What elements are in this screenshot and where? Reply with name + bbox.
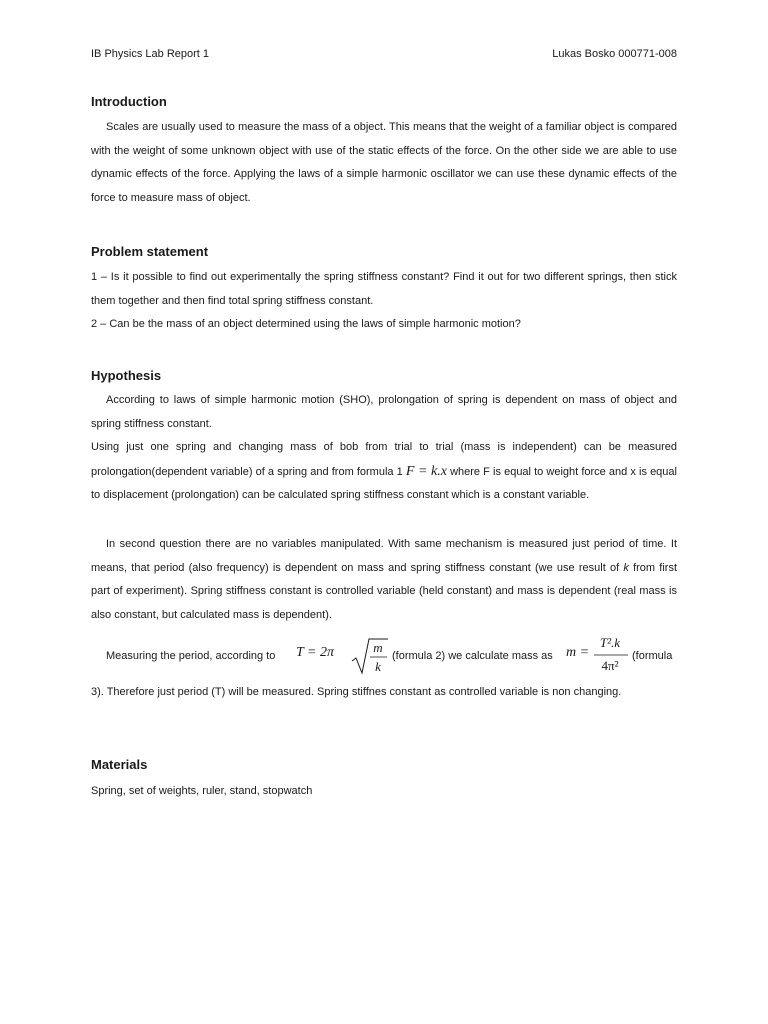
hypothesis-paragraph-3 <box>91 533 677 627</box>
formula-3-fraction-bar <box>594 654 628 657</box>
period-lead-text: Measuring the period, according to <box>106 650 276 662</box>
formula-1: F = k.x <box>405 463 447 479</box>
hypothesis-paragraph-1: According to laws of simple harmonic motion (SHO), prolongation of spring is dependent on mass of object and spring stiffness constant. <box>91 394 677 430</box>
formula-2-lhs: T = 2π <box>296 645 334 660</box>
materials-list: Spring, set of weights, ruler, stand, stopwatch <box>91 785 313 797</box>
introduction-paragraph: Scales are usually used to measure the mass of a object. This means that the weight of a familiar object is compared with the weight of some unknown object with use of the static effects of the force. On the other side we are able to use dynamic effects of the force. Applying the laws of a simple harmonic oscillator we can use these dynamic effects of the force to measure mass of object. <box>91 121 677 204</box>
k-variable: k <box>623 561 629 574</box>
formula-3-numerator: T².k <box>599 635 621 650</box>
problem-heading: Problem statement <box>91 244 209 259</box>
hypothesis-paragraph-5: 3). Therefore just period (T) will be measured. Spring stiffnes constant as controlled variable is non changing. <box>91 686 622 698</box>
formula-2-numerator: m <box>373 640 383 655</box>
introduction-heading: Introduction <box>91 94 167 109</box>
formula-3-lhs: m = <box>566 645 590 660</box>
hypothesis-paragraph-3-end: from first part of experiment). Spring stiffness constant is controlled variable (held constant) and mass is dependent (real mass is also constant, but calculated mass is dependent). <box>91 561 678 621</box>
formula-2-denominator: k <box>375 659 381 674</box>
formula-3-denominator: 4π² <box>601 658 619 673</box>
problem-question-1: 1 – Is it possible to find out experimentally the spring stiffness constant? Find it out for two different springs, then stick them together and then find total spring stiffness constant. <box>91 271 677 307</box>
hypothesis-paragraph-3-start: In second question there are no variables manipulated. With same mechanism is measured just period of time. It means, that period (also frequency) is dependent on mass and spring stiffness constant (we use result of <box>91 538 677 574</box>
formula-2-caption: (formula 2) we calculate mass as <box>392 650 553 662</box>
problem-question-2: 2 – Can be the mass of an object determined using the laws of simple harmonic motion? <box>91 318 521 330</box>
formula-3-caption: (formula <box>632 650 673 662</box>
hypothesis-paragraph-2 <box>91 436 677 508</box>
header-author: Lukas Bosko 000771-008 <box>552 48 677 60</box>
header-title: IB Physics Lab Report 1 <box>91 48 210 60</box>
hypothesis-heading: Hypothesis <box>91 368 162 383</box>
materials-heading: Materials <box>91 757 148 772</box>
hypothesis-paragraph-2-start: Using just one spring and changing mass of bob from trial to trial (mass is independent) can be measured prolongation(dependent variable) of a spring and from formula 1 <box>91 441 677 478</box>
hypothesis-paragraph-2-end: where F is equal to weight force and x is equal to displacement (prolongation) can be calculated spring stiffness constant which is a constant variable. <box>91 465 677 501</box>
